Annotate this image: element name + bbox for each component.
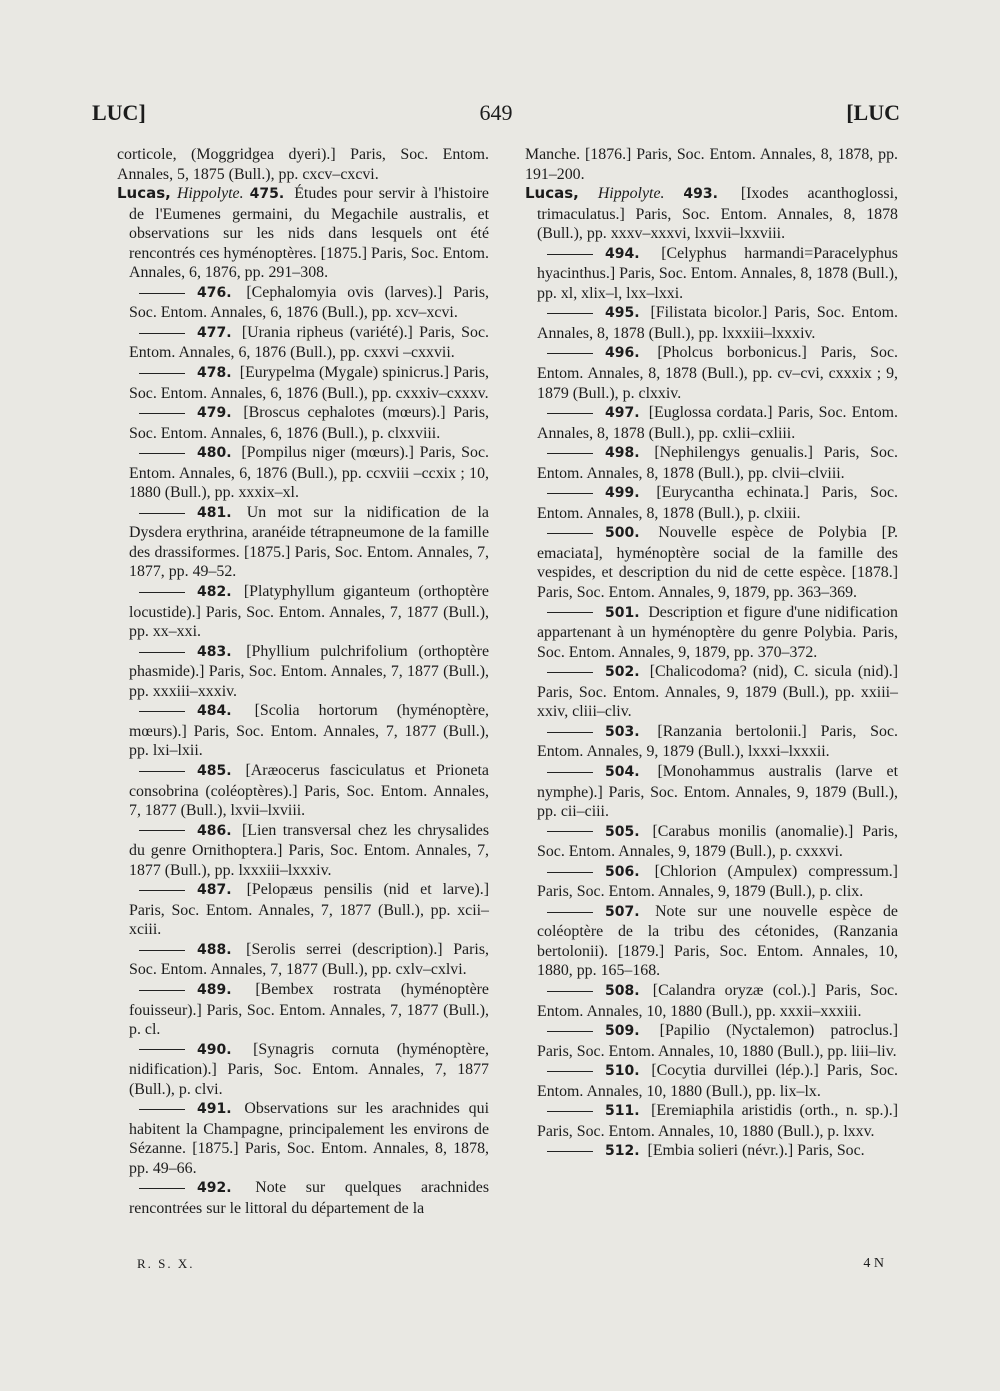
ditto-dash xyxy=(547,732,593,733)
ditto-dash xyxy=(547,353,593,354)
entry-number: 486. xyxy=(197,822,232,839)
running-head-right: [LUC xyxy=(846,100,900,125)
author-name: Lucas, xyxy=(117,184,171,203)
ditto-dash xyxy=(547,533,593,534)
entry-number: 505. xyxy=(605,823,640,840)
page-footer xyxy=(117,1256,900,1278)
entry-text: Observations sur les arachnides qui habitent la Champagne, principalement les environs de Sézanne. [1875.] Paris, Soc. Entom. Annales, 8, 1878, pp. 49–66. xyxy=(129,1100,489,1177)
entry-text: Nouvelle espèce de Polybia [P. emaciata], hyménoptère social de la famille des vespides, et description du nid de cette espèce. [1878.] Paris, Soc. Entom. Annales, 9, 1879, pp. 363–369. xyxy=(537,524,898,602)
ditto-dash xyxy=(139,1049,185,1050)
entry-text: Description et figure d'une nidification appartenant à un hyménoptère du genre Polybia. Paris, Soc. Entom. Annales, 9, 1879, pp. 370–372. xyxy=(537,603,898,661)
author-given-name: Hippolyte. xyxy=(597,185,665,203)
ditto-dash xyxy=(139,592,185,593)
entry-text: [Monohammus australis (larve et nymphe).] Paris, Soc. Entom. Annales, 9, 1879 (Bull.), pp. cii–ciii. xyxy=(537,762,898,821)
bibliography-entry xyxy=(525,1101,898,1141)
bibliography-entry xyxy=(117,701,489,761)
bibliography-entry xyxy=(525,762,898,822)
entry-text: [Eurycantha echinata.] Paris, Soc. Entom. Annales, 8, 1878 (Bull.), p. clxiii. xyxy=(537,484,898,522)
ditto-dash xyxy=(547,831,593,832)
entry-number: 478. xyxy=(197,365,232,382)
ditto-dash xyxy=(139,950,185,951)
entry-number: 502. xyxy=(605,664,640,681)
bibliography-entry xyxy=(117,283,489,323)
ditto-dash xyxy=(547,1151,593,1152)
bibliography-entry xyxy=(117,642,489,702)
ditto-dash xyxy=(139,513,185,514)
entry-number: 503. xyxy=(605,723,640,740)
entry-number: 496. xyxy=(605,345,640,362)
entry-text: Un mot sur la nidification de la Dysdera erythrina, aranéide tétrapneumone de la famille des drassiformes. [1875.] Paris, Soc. Entom. Annales, 7, 1877, pp. 49–52. xyxy=(129,503,489,581)
entry-text: Note sur une nouvelle espèce de coléoptère de la tribu des cétonides, (Ranzania bertolonii). [1879.] Paris, Soc. Entom. Annales, 10, 1880, pp. 165–168. xyxy=(537,902,898,980)
entry-number: 485. xyxy=(197,762,232,779)
entry-text: [Aræocerus fasciculatus et Prioneta consobrina (coléoptères).] Paris, Soc. Entom. Annales, 7, 1877 (Bull.), lxvii–lxviii. xyxy=(129,761,489,820)
bibliography-entry xyxy=(117,503,489,582)
ditto-dash xyxy=(547,453,593,454)
entry-number: 511. xyxy=(605,1103,640,1120)
entry-text: [Bembex rostrata (hyménoptère fouisseur).] Paris, Soc. Entom. Annales, 7, 1877 (Bull.), p. cl. xyxy=(129,980,489,1039)
entry-number: 510. xyxy=(605,1063,640,1080)
bibliography-entry xyxy=(117,761,489,821)
entry-text: [Euglossa cordata.] Paris, Soc. Entom. Annales, 8, 1878 (Bull.), pp. cxlii–cxliii. xyxy=(537,404,898,442)
entry-number: 512. xyxy=(605,1143,640,1160)
ditto-dash xyxy=(139,890,185,891)
bibliography-entry xyxy=(525,403,898,443)
ditto-dash xyxy=(547,493,593,494)
bibliography-entry xyxy=(117,1040,489,1100)
ditto-dash xyxy=(139,373,185,374)
ditto-dash xyxy=(139,413,185,414)
bibliography-entry xyxy=(117,880,489,940)
bibliography-entry xyxy=(525,1141,898,1162)
bibliography-entry xyxy=(117,363,489,403)
bibliography-entry xyxy=(525,902,898,981)
right-column xyxy=(525,145,898,1162)
entry-text: corticole, (Moggridgea dyeri).] Paris, Soc. Entom. Annales, 5, 1875 (Bull.), pp. cxcv–cxcvi. xyxy=(117,146,489,183)
entry-number: 509. xyxy=(605,1023,640,1040)
entry-number: 477. xyxy=(197,324,232,341)
entry-text: [Eremiaphila aristidis (orth., n. sp.).] Paris, Soc. Entom. Annales, 10, 1880 (Bull.), p. lxxv. xyxy=(537,1102,898,1140)
sheet-mark: 4 N xyxy=(863,1256,884,1271)
entry-text: [Celyphus harmandi=Paracelyphus hyacinthus.] Paris, Soc. Entom. Annales, 8, 1878 (Bull.), pp. xl, xlix–l, lxx–lxxi. xyxy=(537,244,898,302)
bibliography-entry xyxy=(525,981,898,1021)
entry-number: 480. xyxy=(197,445,232,462)
entry-text: [Lien transversal chez les chrysalides du genre Ornithoptera.] Paris, Soc. Entom. Annales, 7, 1877 (Bull.), pp. lxxxiii–lxxxiv. xyxy=(129,821,490,879)
entry-number: 491. xyxy=(197,1101,232,1118)
signature-mark: R. S. X. xyxy=(137,1256,195,1271)
entry-text: [Platyphyllum giganteum (orthoptère locustide).] Paris, Soc. Entom. Annales, 7, 1877 (Bull.), pp. xx–xxi. xyxy=(129,583,489,641)
entry-number: 506. xyxy=(605,863,640,880)
page-number: 649 xyxy=(479,100,513,125)
bibliography-entry-author xyxy=(525,184,898,244)
entry-text: [Synagris cornuta (hyménoptère, nidification).] Paris, Soc. Entom. Annales, 7, 1877 (Bull.), p. clvi. xyxy=(129,1040,489,1098)
bibliography-entry xyxy=(117,443,489,503)
ditto-dash xyxy=(547,1111,593,1112)
left-column xyxy=(117,145,489,1219)
bibliography-entry xyxy=(117,940,489,980)
entry-number: 483. xyxy=(197,643,232,660)
entry-text: [Serolis serrei (description).] Paris, Soc. Entom. Annales, 7, 1877 (Bull.), pp. cxlv–cxlvi. xyxy=(129,940,489,979)
entry-text: [Nephilengys genualis.] Paris, Soc. Entom. Annales, 8, 1878 (Bull.), pp. clvii–clviii. xyxy=(537,444,898,482)
entry-text: [Chlorion (Ampulex) compressum.] Paris, Soc. Entom. Annales, 9, 1879 (Bull.), p. clix. xyxy=(537,862,898,901)
ditto-dash xyxy=(547,1031,593,1032)
ditto-dash xyxy=(139,1109,185,1110)
entry-number: 504. xyxy=(605,763,640,780)
author-name: Lucas, xyxy=(525,184,579,203)
ditto-dash xyxy=(139,453,185,454)
entry-text: [Embia solieri (névr.).] Paris, Soc. xyxy=(647,1142,865,1160)
bibliography-entry-continuation xyxy=(117,145,489,184)
entry-number: 497. xyxy=(605,405,640,422)
ditto-dash xyxy=(139,771,185,772)
bibliography-entry xyxy=(525,303,898,343)
entry-number: 476. xyxy=(197,284,232,301)
entry-text: [Ixodes acanthoglossi, trimaculatus.] Paris, Soc. Entom. Annales, 8, 1878 (Bull.), pp. xxxv–xxxvi, lxxvii–lxxviii. xyxy=(537,185,898,243)
entry-text: [Urania ripheus (variété).] Paris, Soc. Entom. Annales, 6, 1876 (Bull.), pp. cxxvi –cxxvii. xyxy=(129,323,489,362)
author-given-name: Hippolyte. xyxy=(176,185,244,203)
entry-text: [Pholcus borbonicus.] Paris, Soc. Entom. Annales, 8, 1878 (Bull.), pp. cv–cvi, cxxxix ; 9, 1879 (Bull.), p. clxxiv. xyxy=(537,344,898,402)
ditto-dash xyxy=(547,313,593,314)
bibliography-entry-author xyxy=(117,184,489,283)
ditto-dash xyxy=(547,612,593,613)
bibliography-entry xyxy=(525,722,898,762)
bibliography-entry xyxy=(525,603,898,663)
bibliography-entry xyxy=(525,662,898,722)
entry-text: [Broscus cephalotes (mœurs).] Paris, Soc. Entom. Annales, 6, 1876 (Bull.), p. clxxviii. xyxy=(129,404,489,442)
entry-number: 490. xyxy=(197,1041,232,1058)
bibliography-entry xyxy=(117,980,489,1040)
entry-number: 508. xyxy=(605,982,640,999)
bibliography-entry xyxy=(117,582,489,642)
entry-text: [Carabus monilis (anomalie).] Paris, Soc. Entom. Annales, 9, 1879 (Bull.), p. cxxxvi. xyxy=(537,822,898,861)
ditto-dash xyxy=(139,830,185,831)
entry-number: 492. xyxy=(197,1180,232,1197)
ditto-dash xyxy=(547,672,593,673)
bibliography-entry xyxy=(525,862,898,902)
entry-text: [Scolia hortorum (hyménoptère, mœurs).] Paris, Soc. Entom. Annales, 7, 1877 (Bull.), pp. lxi–lxii. xyxy=(129,702,489,760)
entry-number: 494. xyxy=(605,245,640,262)
ditto-dash xyxy=(547,991,593,992)
ditto-dash xyxy=(547,254,593,255)
bibliography-entry xyxy=(525,343,898,403)
entry-number: 475. xyxy=(249,186,285,203)
entry-text: [Filistata bicolor.] Paris, Soc. Entom. Annales, 8, 1878 (Bull.), pp. lxxxiii–lxxxiv. xyxy=(537,304,898,342)
entry-text: Note sur quelques arachnides rencontrées sur le littoral du département de la xyxy=(129,1179,489,1217)
bibliography-entry xyxy=(117,323,489,363)
entry-text: [Pompilus niger (mœurs).] Paris, Soc. Entom. Annales, 6, 1876 (Bull.), pp. ccxviii –ccxix ; 10, 1880 (Bull.), pp. xxxix–xl. xyxy=(129,444,489,502)
bibliography-entry xyxy=(525,483,898,523)
ditto-dash xyxy=(547,872,593,873)
entry-text: [Papilio (Nyctalemon) patroclus.] Paris, Soc. Entom. Annales, 10, 1880 (Bull.), pp. liii–liv. xyxy=(537,1022,898,1060)
entry-text: Manche. [1876.] Paris, Soc. Entom. Annales, 8, 1878, pp. 191–200. xyxy=(525,146,898,183)
entry-number: 484. xyxy=(197,703,232,720)
entry-text: [Chalicodoma? (nid), C. sicula (nid).] Paris, Soc. Entom. Annales, 9, 1879 (Bull.), pp. xxiii–xxiv, cliii–cliv. xyxy=(537,663,898,721)
bibliography-entry xyxy=(525,1061,898,1101)
entry-number: 482. xyxy=(197,584,232,601)
ditto-dash xyxy=(139,652,185,653)
entry-number: 500. xyxy=(605,525,640,542)
running-head xyxy=(92,100,900,130)
ditto-dash xyxy=(547,912,593,913)
entry-number: 488. xyxy=(197,941,232,958)
entry-number: 489. xyxy=(197,981,232,998)
entry-number: 479. xyxy=(197,405,232,422)
entry-number: 501. xyxy=(605,604,640,621)
bibliography-entry xyxy=(525,523,898,602)
entry-number: 498. xyxy=(605,445,640,462)
bibliography-entry xyxy=(117,1178,489,1218)
entry-number: 493. xyxy=(683,186,718,203)
entry-text: [Cocytia durvillei (lép.).] Paris, Soc. Entom. Annales, 10, 1880 (Bull.), pp. lix–lx. xyxy=(537,1062,898,1100)
entry-number: 499. xyxy=(605,485,640,502)
ditto-dash xyxy=(139,711,185,712)
bibliography-entry xyxy=(525,443,898,483)
ditto-dash xyxy=(139,990,185,991)
ditto-dash xyxy=(547,413,593,414)
bibliography-entry xyxy=(525,1021,898,1061)
bibliography-entry xyxy=(117,821,489,881)
entry-text: Études pour servir à l'histoire de l'Eumenes germaini, du Megachile australis, et observations sur les nids dans lesquels ont été rencontrés ces hyménoptères. [1875.] Paris, Soc. Entom. Annales, 6, 1876, pp. 291–308. xyxy=(129,185,489,282)
entry-number: 495. xyxy=(605,305,640,322)
bibliography-entry-continuation xyxy=(525,145,898,184)
ditto-dash xyxy=(547,772,593,773)
bibliography-entry xyxy=(525,244,898,304)
entry-text: [Eurypelma (Mygale) spinicrus.] Paris, Soc. Entom. Annales, 6, 1876 (Bull.), pp. cxxxiv–cxxxv. xyxy=(129,364,489,402)
entry-number: 507. xyxy=(605,903,640,920)
entry-text: [Phyllium pulchrifolium (orthoptère phasmide).] Paris, Soc. Entom. Annales, 7, 1877 (Bull.), pp. xxxiii–xxxiv. xyxy=(129,642,489,700)
bibliography-entry xyxy=(117,1099,489,1178)
entry-number: 481. xyxy=(197,504,232,521)
entry-text: [Calandra oryzæ (col.).] Paris, Soc. Entom. Annales, 10, 1880 (Bull.), pp. xxxii–xxxiii. xyxy=(537,981,898,1020)
entry-text: [Cephalomyia ovis (larves).] Paris, Soc. Entom. Annales, 6, 1876 (Bull.), pp. xcv–xcvi. xyxy=(129,283,489,322)
bibliography-entry xyxy=(525,822,898,862)
ditto-dash xyxy=(139,293,185,294)
entry-number: 487. xyxy=(197,882,232,899)
bibliography-entry xyxy=(117,403,489,443)
ditto-dash xyxy=(139,1188,185,1189)
ditto-dash xyxy=(547,1071,593,1072)
entry-text: [Ranzania bertolonii.] Paris, Soc. Entom. Annales, 9, 1879 (Bull.), lxxxi–lxxxii. xyxy=(537,722,898,761)
running-head-left: LUC] xyxy=(92,100,146,125)
ditto-dash xyxy=(139,333,185,334)
entry-text: [Pelopæus pensilis (nid et larve).] Paris, Soc. Entom. Annales, 7, 1877 (Bull.), pp. xcii–xciii. xyxy=(129,881,489,939)
